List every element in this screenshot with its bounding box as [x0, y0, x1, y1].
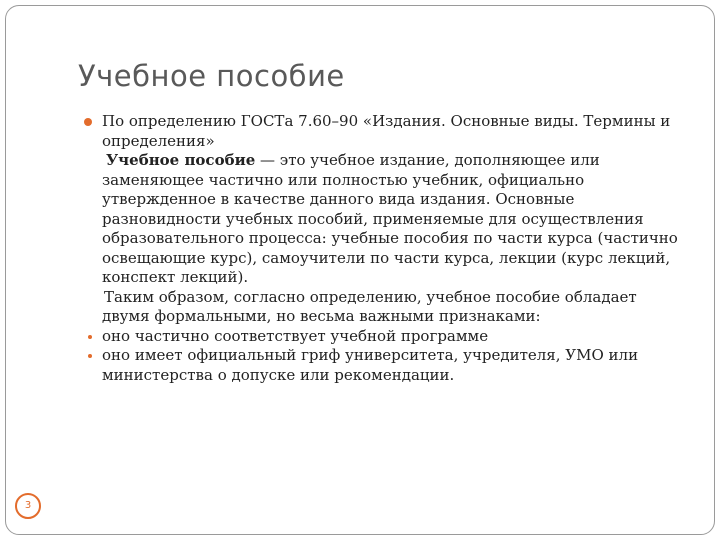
feature-item [82, 327, 682, 347]
intro-text: По определению ГОСТа 7.60–90 «Издания. Основные виды. Термины и определения» [102, 112, 671, 150]
page-number-badge: 3 [15, 493, 41, 519]
definition-text: — это учебное издание, дополняющее или заменяющее частично или полностью учебник, официально утвержденное в качестве данного вида издания. Основные разновидности учебных пособий, применяемые для осуществления образовательного процесса: учебные пособия по части курса (частично освещающие курс), самоучители по части курса, лекции (курс лекций, конспект лекций). [102, 151, 678, 286]
orange-bullet-icon [84, 118, 92, 126]
defined-term: Учебное пособие [106, 151, 256, 169]
conclusion-paragraph [82, 288, 682, 327]
feature-item [82, 346, 682, 385]
small-bullet-icon [88, 354, 92, 358]
slide-content [82, 112, 682, 385]
intro-item [82, 112, 682, 151]
definition-paragraph [82, 151, 682, 288]
slide-title: Учебное пособие [78, 59, 345, 93]
feature-text: оно имеет официальный гриф университета, учредителя, УМО или министерства о допуске или рекомендации. [102, 346, 639, 384]
small-bullet-icon [88, 335, 92, 339]
conclusion-text: Таким образом, согласно определению, учебное пособие обладает двумя формальными, но весьма важными признаками: [102, 287, 637, 325]
feature-text: оно частично соответствует учебной программе [102, 326, 489, 345]
